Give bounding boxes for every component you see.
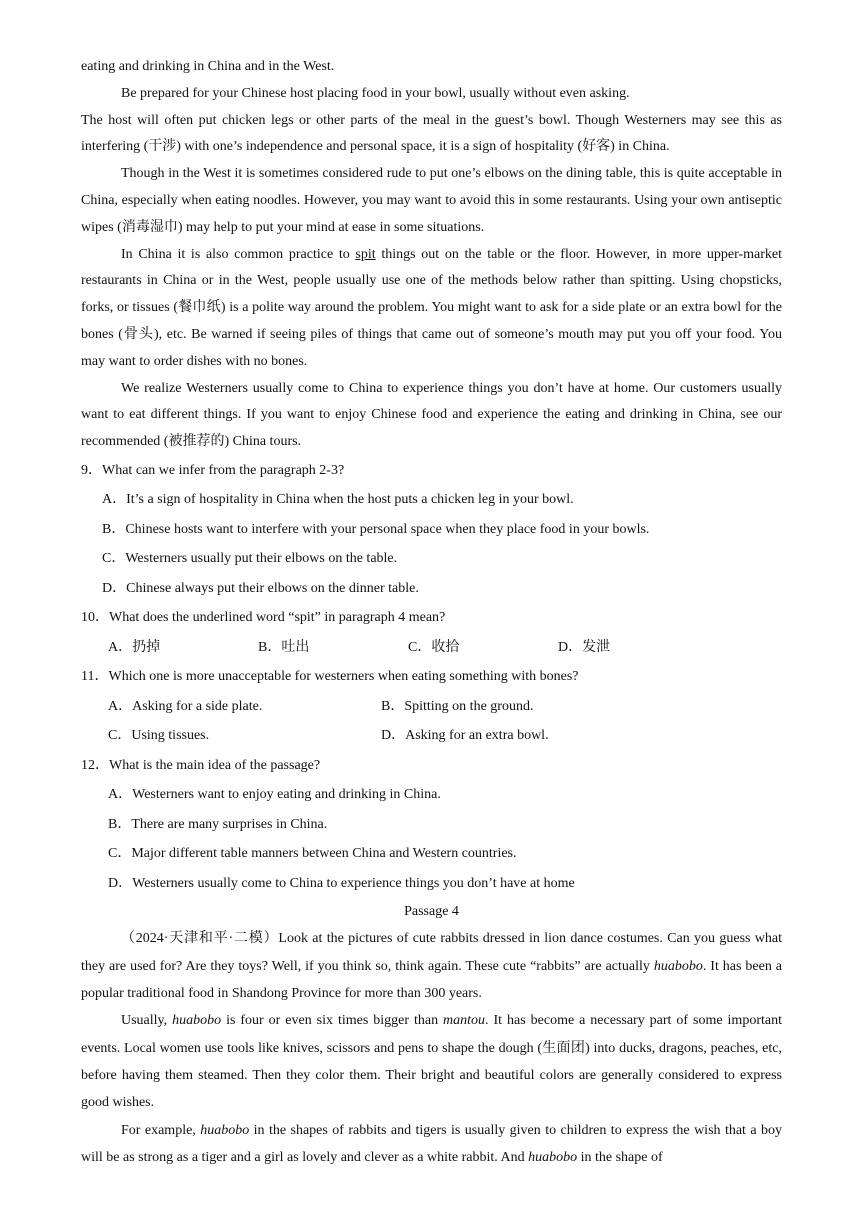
paragraph-3: Though in the West it is sometimes considered rude to put one’s elbows on the dining table, this is quite acceptable in China, especially when eating noodles. However, you may want to avoid this in some restaurants. Using your own antiseptic wipes (消毒湿巾) may help to put your mind at ease in some situations. xyxy=(81,166,782,235)
option-b: B．Chinese hosts want to interfere with your personal space when they place food in your bowls. xyxy=(102,521,650,537)
option-a: A．It’s a sign of hospitality in China when the host puts a chicken leg in your bowl. xyxy=(102,492,574,508)
paragraph-2-body: The host will often put chicken legs or other parts of the meal in the guest’s bowl. Though Westerners may see this as interfering (干涉) with one’s independence and personal space, it is a sign of hospitality (好客) in China. xyxy=(81,112,782,155)
options-row xyxy=(81,721,782,751)
passage-4-paragraph-3 xyxy=(81,1117,782,1172)
option-d: D．Chinese always put their elbows on the dinner table. xyxy=(102,580,419,596)
option-d: D．Westerners usually come to China to experience things you don’t have at home xyxy=(108,875,575,891)
italic-term: huabobo xyxy=(172,1013,222,1029)
option-d: D．Asking for an extra bowl. xyxy=(381,728,549,744)
passage-heading: Passage 4 xyxy=(404,904,459,920)
underlined-word-spit: spit xyxy=(355,246,376,262)
question-12 xyxy=(81,751,782,899)
text-run: is four or even six times bigger than xyxy=(221,1013,444,1029)
text-run: in the shapes of rabbits and tigers is usually given to children to express the wish that a boy will be as strong as a tiger and a girl as lovely and clever as a white rabbit. And xyxy=(81,1122,782,1165)
passage-4-paragraph-2 xyxy=(81,1007,782,1116)
option-d: D．发泄 xyxy=(558,639,611,655)
text-run: . It has become a necessary part of some important events. Local women use tools like knives, scissors and pens to shape the dough (生面团) into ducks, dragons, peaches, etc, before having them steamed. Then they color them. Their bright and beautiful colors are generally considered to express good wishes. xyxy=(81,1013,782,1111)
option-a: A．扔掉 xyxy=(108,639,161,655)
question-10 xyxy=(81,603,782,662)
text-run: （2024·天津和平·二模）Look at the pictures of cute rabbits dressed in lion dance costumes. Can you guess what they are used for? Are they toys? Well, if you think so, think again. These cute “rabbits” are actually xyxy=(81,931,782,974)
italic-term: huabobo xyxy=(653,958,703,974)
paragraph-4-rest: things out on the table or the floor. However, in more upper-market restaurants in China or in the West, people usually use one of the methods below rather than spitting. Using chopsticks, forks, or tissues (餐巾纸) is a polite way around the problem. You might want to ask for a side plate or an extra bowl for the bones (骨头), etc. Be warned if seeing piles of things that came out of someone’s mouth may put you off your food. You may want to order dishes with no bones. xyxy=(81,246,783,369)
paragraph-4-start: In China it is also common practice to xyxy=(121,246,356,262)
passage-4 xyxy=(81,898,782,1171)
options-row xyxy=(81,692,782,722)
option-b: B．吐出 xyxy=(258,639,310,655)
document-page xyxy=(81,54,782,1171)
italic-term: mantou xyxy=(443,1013,486,1029)
question-stem: 11．Which one is more unacceptable for westerners when eating something with bones? xyxy=(81,669,579,685)
option-b: B．Spitting on the ground. xyxy=(381,698,534,714)
options-row xyxy=(81,633,782,663)
text-run: in the shape of xyxy=(577,1149,663,1165)
text-run: For example, xyxy=(121,1122,201,1138)
option-c: C．Using tissues. xyxy=(108,728,210,744)
option-a: A．Westerners want to enjoy eating and drinking in China. xyxy=(108,787,441,803)
paragraph-5: We realize Westerners usually come to China to experience things you don’t have at home. Our customers usually want to eat different things. If you want to enjoy Chinese food and experience the eating and drinking in China, see our recommended (被推荐的) China tours. xyxy=(81,380,782,450)
paragraph-4 xyxy=(81,242,782,376)
passage-4-paragraph-1 xyxy=(81,925,782,1007)
question-11 xyxy=(81,662,782,751)
paragraph-1-tail: eating and drinking in China and in the West. xyxy=(81,59,335,74)
option-c: C．收拾 xyxy=(408,639,460,655)
question-stem: 10．What does the underlined word “spit” in paragraph 4 mean? xyxy=(81,610,446,626)
italic-term: huabobo xyxy=(200,1122,250,1138)
question-stem: 9．What can we infer from the paragraph 2-3? xyxy=(81,462,345,478)
option-a: A．Asking for a side plate. xyxy=(108,698,263,714)
paragraph-2-first-line xyxy=(81,81,782,108)
paragraph-2a: Be prepared for your Chinese host placing food in your bowl, usually without even asking. xyxy=(121,85,630,101)
option-c: C．Major different table manners between China and Western countries. xyxy=(108,846,517,862)
italic-term: huabobo xyxy=(528,1149,578,1165)
text-run: . It has been a popular traditional food in Shandong Province for more than 300 years. xyxy=(81,958,782,1002)
question-9 xyxy=(81,456,782,604)
option-b: B．There are many surprises in China. xyxy=(108,816,328,832)
question-stem: 12．What is the main idea of the passage? xyxy=(81,757,321,773)
text-run: Usually, xyxy=(121,1013,173,1029)
option-c: C．Westerners usually put their elbows on the table. xyxy=(102,551,398,567)
